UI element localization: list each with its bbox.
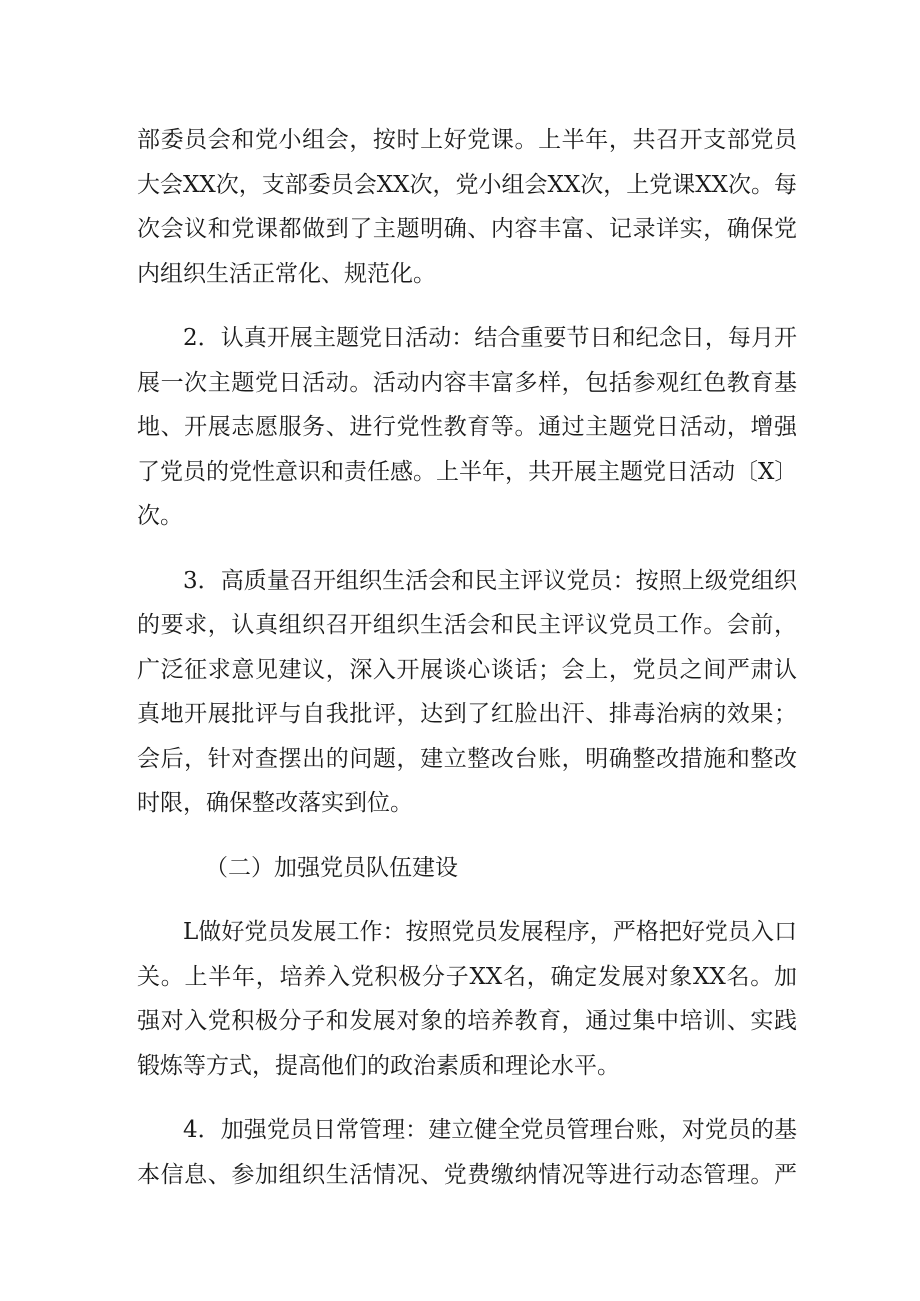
paragraph-daily-management <box>137 1108 797 1197</box>
text-line: 强对入党积极分子和发展对象的培养教育，通过集中培训、实践 <box>137 1008 797 1034</box>
text-line: 部委员会和党小组会，按时上好党课。上半年，共召开支部党员 <box>137 127 797 153</box>
paragraph-gap <box>137 890 797 910</box>
text-line: 时限，确保整改落实到位。 <box>137 790 413 816</box>
text-line: 真地开展批评与自我批评，达到了红脸出汗、排毒治病的效果； <box>137 701 797 727</box>
text-line: L做好党员发展工作：按照党员发展程序，严格把好党员入口 <box>183 919 797 945</box>
text-line: 地、开展志愿服务、进行党性教育等。通过主题党日活动，增强 <box>137 414 797 440</box>
text-line: 次会议和党课都做到了主题明确、内容丰富、记录详实，确保党 <box>137 216 797 242</box>
text-line: 2．认真开展主题党日活动：结合重要节日和纪念日，每月开 <box>183 325 797 351</box>
paragraph-gap <box>137 1088 797 1108</box>
paragraph-member-recruitment <box>137 910 797 1088</box>
text-line: 内组织生活正常化、规范化。 <box>137 260 436 287</box>
paragraph-theme-party-day <box>137 316 797 539</box>
paragraph-gap <box>137 296 797 316</box>
text-line: 本信息、参加组织生活情况、党费缴纳情况等进行动态管理。严 <box>137 1161 797 1188</box>
text-line: 4．加强党员日常管理：建立健全党员管理台账，对党员的基 <box>183 1117 797 1143</box>
document-body <box>137 118 797 1197</box>
paragraph-gap <box>137 826 797 846</box>
text-line: 大会XX次，支部委员会XX次，党小组会XX次，上党课XX次。每 <box>137 171 797 198</box>
text-line: 广泛征求意见建议，深入开展谈心谈话；会上，党员之间严肃认 <box>137 656 797 683</box>
paragraph-meetings-summary <box>137 118 797 296</box>
text-line: 展一次主题党日活动。活动内容丰富多样，包括参观红色教育基 <box>137 369 797 396</box>
section-heading: （二）加强党员队伍建设 <box>205 854 458 881</box>
paragraph-organizational-life-meeting <box>137 559 797 826</box>
text-line: 关。上半年，培养入党积极分子XX名，确定发展对象XX名。加 <box>137 963 797 990</box>
text-line: 了党员的党性意识和责任感。上半年，共开展主题党日活动〔X〕 <box>137 458 798 485</box>
paragraph-gap <box>137 539 797 559</box>
text-line: 锻炼等方式，提高他们的政治素质和理论水平。 <box>137 1052 620 1079</box>
text-line: 的要求，认真组织召开组织生活会和民主评议党员工作。会前， <box>137 612 797 638</box>
text-line: 会后，针对查摆出的问题，建立整改台账，明确整改措施和整改 <box>137 745 797 772</box>
text-line: 次。 <box>137 503 183 529</box>
section-heading-party-team <box>137 846 797 891</box>
text-line: 3．高质量召开组织生活会和民主评议党员：按照上级党组织 <box>183 567 797 594</box>
